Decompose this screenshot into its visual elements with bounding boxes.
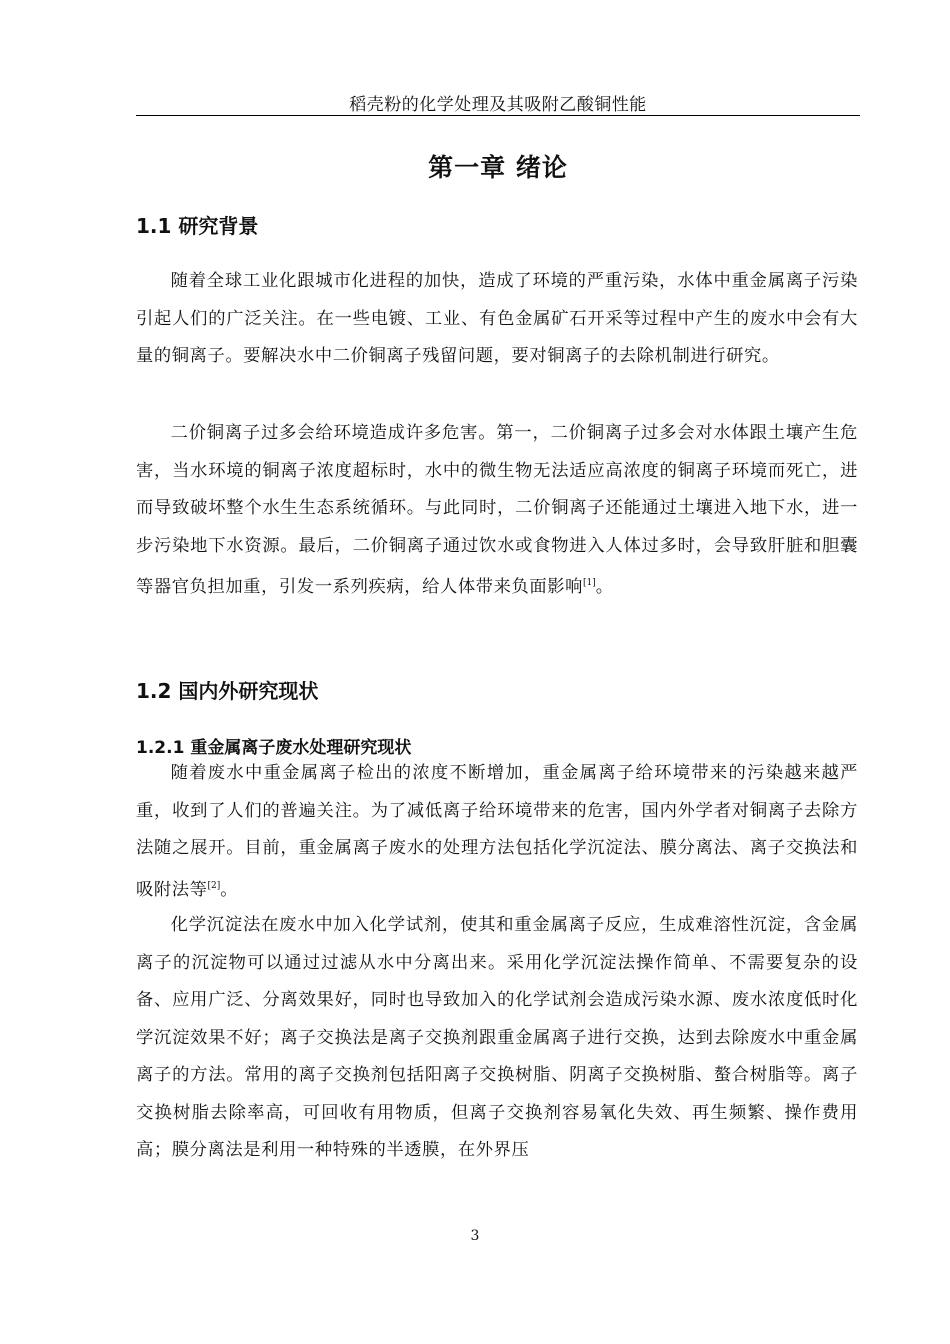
paragraph-text: 化学沉淀法在废水中加入化学试剂，使其和重金属离子反应，生成难溶性沉淀，含金属离子的沉淀物可以通过过滤从水中分离出来。采用化学沉淀法操作简单、不需要复杂的设备、应用广泛、分离效果好，同时也导致加入的化学试剂会造成污染水源、废水浓度低时化学沉淀效果不好；离子交换法是离子交换剂跟重金属离子进行交换，达到去除废水中重金属离子的方法。常用的离子交换剂包括阳离子交换树脂、阴离子交换树脂、螯合树脂等。离子交换树脂去除率高，可回收有用物质，但离子交换剂容易氧化失效、再生频繁、操作费用高；膜分离法是利用一种特殊的半透膜，在外界压 bbox=[136, 915, 858, 1160]
section-heading-1-1: 1.1 研究背景 bbox=[136, 214, 259, 238]
section-heading-1-2: 1.2 国内外研究现状 bbox=[136, 679, 319, 703]
paragraph-text: 二价铜离子过多会给环境造成许多危害。第一，二价铜离子过多会对水体跟土壤产生危害，当水环境的铜离子浓度超标时，水中的微生物无法适应高浓度的铜离子环境而死亡，进而导致破坏整个水生生态系统循环。与此同时，二价铜离子还能通过土壤进入地下水，进一步污染地下水资源。最后，二价铜离子通过饮水或食物进入人体过多时，会导致肝脏和胆囊等器官负担加重，引发一系列疾病，给人体带来负面影响 bbox=[136, 423, 858, 597]
paragraph-end: 。 bbox=[595, 577, 614, 597]
citation-ref: [1] bbox=[583, 578, 596, 588]
chapter-title: 第一章 绪论 bbox=[428, 153, 568, 182]
paragraph-text: 随着废水中重金属离子检出的浓度不断增加，重金属离子给环境带来的污染越来越严重，收到了人们的普遍关注。为了减低离子给环境带来的危害，国内外学者对铜离子去除方法随之展开。目前，重金属离子废水的处理方法包括化学沉淀法、膜分离法、离子交换法和吸附法等 bbox=[136, 763, 858, 900]
paragraph-wastewater-2 bbox=[136, 907, 858, 1170]
page-number: 3 bbox=[470, 1228, 480, 1244]
header-divider bbox=[136, 115, 860, 116]
paragraph-wastewater-1 bbox=[136, 755, 858, 909]
citation-ref: [2] bbox=[207, 880, 221, 891]
paragraph-end: 。 bbox=[220, 879, 239, 900]
paragraph-text: 随着全球工业化跟城市化进程的加快，造成了环境的严重污染，水体中重金属离子污染引起人们的广泛关注。在一些电镀、工业、有色金属矿石开采等过程中产生的废水中会有大量的铜离子。要解决水中二价铜离子残留问题，要对铜离子的去除机制进行研究。 bbox=[136, 271, 858, 366]
subsection-heading-1-2-1: 1.2.1 重金属离子废水处理研究现状 bbox=[136, 738, 412, 758]
paragraph-background-2 bbox=[136, 415, 858, 607]
paragraph-background-1 bbox=[136, 263, 858, 376]
running-header: 稻壳粉的化学处理及其吸附乙酸铜性能 bbox=[349, 95, 647, 115]
